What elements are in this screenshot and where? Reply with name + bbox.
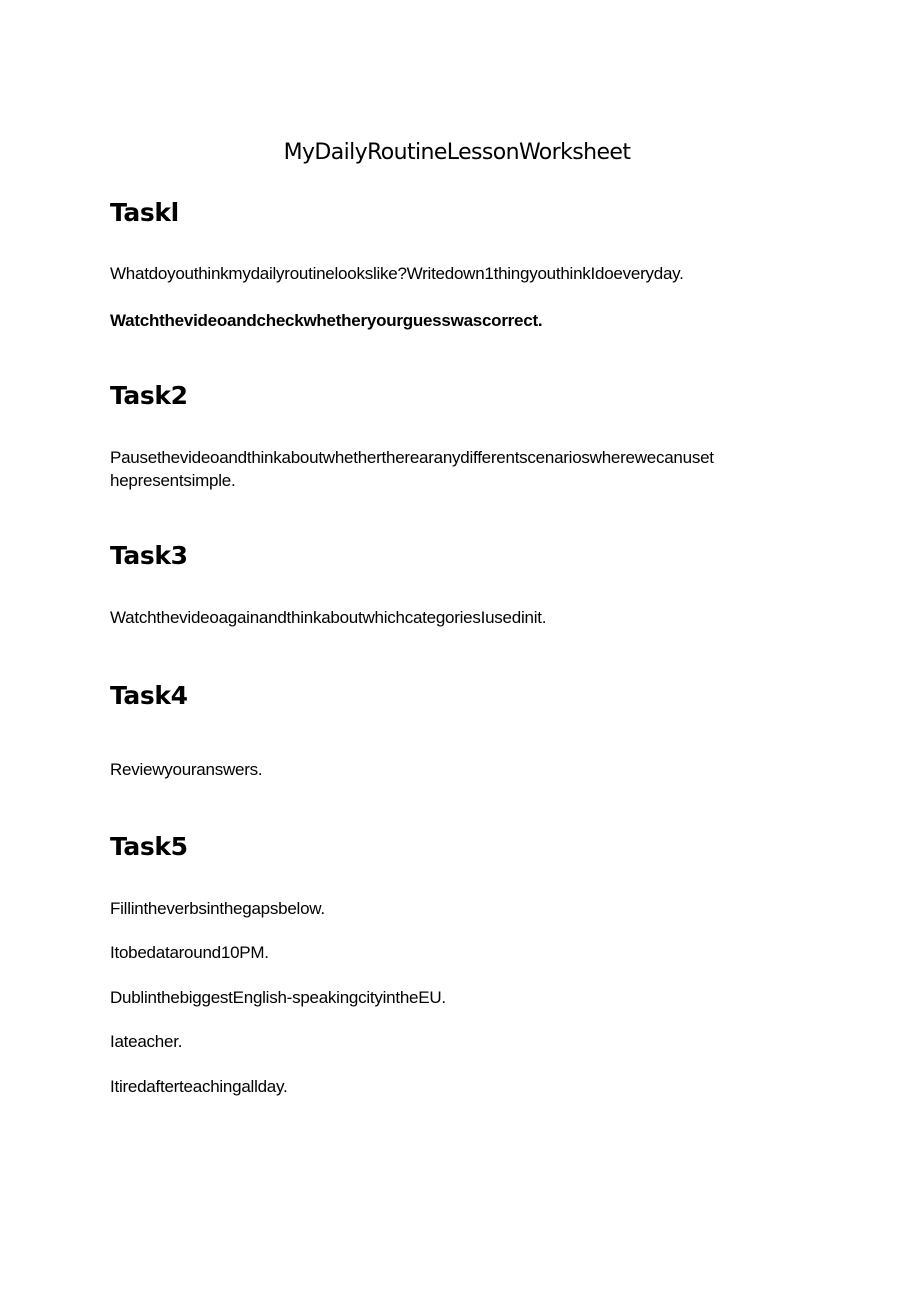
- task3-text: WatchthevideoagainandthinkaboutwhichcategoriesIusedinit.: [110, 608, 547, 627]
- task5-item: Itobedataround10PM.: [110, 943, 269, 962]
- task5-instruction: Fillintheverbsinthegapsbelow.: [110, 899, 325, 918]
- task2-text-line1: Pausethevideoandthinkaboutwhethertherearanydifferentscenarioswherewecanuset: [110, 448, 714, 467]
- task2-heading: Task2: [110, 381, 188, 410]
- task1-heading: Taskl: [110, 198, 179, 227]
- task2-text: [110, 446, 810, 492]
- task5-heading: Task5: [110, 832, 188, 861]
- task4-text: Reviewyouranswers.: [110, 760, 263, 779]
- task1-instruction: Watchthevideoandcheckwhetheryourguesswascorrect.: [110, 311, 543, 330]
- task4-heading: Task4: [110, 681, 188, 710]
- task1-text: Whatdoyouthinkmydailyroutinelookslike?Writedown1thingyouthinkIdoeveryday.: [110, 264, 684, 283]
- page-title: MyDailyRoutineLessonWorksheet: [283, 140, 631, 165]
- task3-heading: Task3: [110, 541, 188, 570]
- task2-text-line2: hepresentsimple.: [110, 471, 236, 490]
- task5-item: Itiredafterteachingallday.: [110, 1077, 288, 1096]
- task5-item: Iateacher.: [110, 1032, 183, 1051]
- task5-item: DublinthebiggestEnglish-speakingcityintheEU.: [110, 988, 446, 1007]
